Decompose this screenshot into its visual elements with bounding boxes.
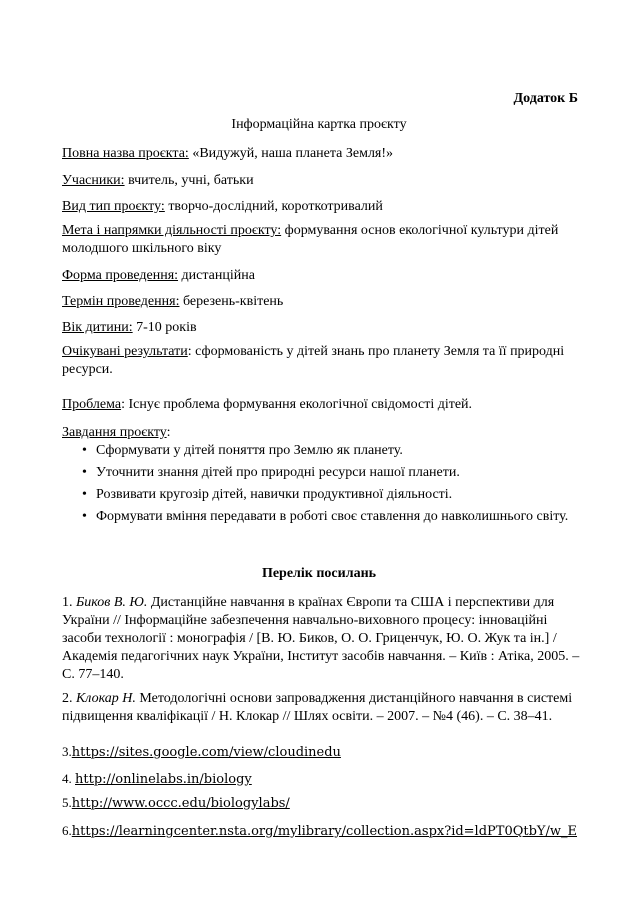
field-results — [62, 343, 582, 379]
reference-number: 4. — [62, 771, 75, 786]
field-form — [62, 267, 582, 285]
field-label: Вік дитини: — [62, 320, 133, 335]
list-item: • Розвивати кругозір дітей, навички продуктивної діяльності. — [82, 486, 582, 504]
reference-text: Дистанційне навчання в країнах Європи та США і перспективи для України // Інформаційне забезпечення навчально-виховного процесу: інноваційні засоби технології : монографія / [В. Ю. Биков, О. О. Гриценчук, Ю. О. Жук та ін.] / Академія педагогічних наук України, Інститут засобів навчання. – Київ : Атіка, 2005. – С. 77–140. — [62, 595, 580, 682]
reference-number: 2. — [62, 691, 76, 706]
field-label: Очікувані результати — [62, 344, 188, 359]
field-value: : Існує проблема формування екологічної свідомості дітей. — [121, 397, 473, 412]
tasks-heading — [62, 424, 582, 442]
appendix-label: Додаток Б — [513, 91, 578, 106]
card-title: Інформаційна картка проєкту — [231, 117, 407, 132]
reference-4 — [62, 771, 252, 787]
tasks-list — [82, 442, 582, 526]
reference-5 — [62, 795, 290, 811]
reference-1 — [62, 594, 582, 684]
list-item: • Формувати вміння передавати в роботі своє ставлення до навколишнього світу. — [82, 508, 582, 526]
field-value: березень-квітень — [179, 294, 284, 309]
field-label: Форма проведення: — [62, 268, 179, 283]
list-item: • Уточнити знання дітей про природні ресурси нашої планети. — [82, 464, 582, 482]
reference-link[interactable]: http://www.occc.edu/biologylabs/ — [71, 796, 290, 811]
reference-text: Методологічні основи запровадження дистанційного навчання в системі підвищення кваліфікації / Н. Клокар // Шлях освіти. – 2007. – №4 (46). – С. 38–41. — [62, 691, 573, 724]
reference-number: 3. — [62, 744, 72, 759]
field-label: Мета і напрямки діяльності проєкту: — [62, 223, 282, 238]
field-problem — [62, 396, 582, 414]
field-label: Повна назва проєкта: — [62, 146, 189, 161]
field-value: 7-10 років — [132, 320, 197, 335]
reference-3 — [62, 744, 341, 760]
reference-author: Биков В. Ю. — [76, 595, 148, 610]
reference-number: 5. — [62, 795, 72, 810]
list-item: • Сформувати у дітей поняття про Землю як планету. — [82, 442, 582, 460]
field-full-name — [62, 145, 582, 163]
reference-number: 1. — [62, 595, 76, 610]
field-value: творчо-дослідний, короткотривалий — [164, 199, 383, 214]
field-participants — [62, 172, 582, 190]
reference-author: Клокар Н. — [76, 691, 136, 706]
field-label: Учасники: — [62, 173, 125, 188]
field-value: вчитель, учні, батьки — [124, 173, 254, 188]
reference-link[interactable]: https://learningcenter.nsta.org/mylibrary/collection.aspx?id=ldPT0QtbY/w_E — [71, 824, 578, 839]
field-goal — [62, 222, 582, 258]
references-title: Перелік посилань — [261, 566, 377, 581]
tasks-label: Завдання проєкту — [62, 425, 167, 440]
field-value: «Видужуй, наша планета Земля!» — [188, 146, 394, 161]
reference-link[interactable]: http://onlinelabs.in/biology — [75, 772, 252, 787]
reference-number: 6. — [62, 823, 72, 838]
field-label: Вид тип проєкту: — [62, 199, 165, 214]
reference-6 — [62, 823, 577, 839]
field-value: формування основ екологічної культури дітей молодшого шкільного віку — [62, 223, 559, 256]
field-type — [62, 198, 582, 216]
field-label: Проблема — [62, 397, 122, 412]
reference-2 — [62, 690, 582, 726]
reference-link[interactable]: https://sites.google.com/view/cloudinedu — [71, 745, 341, 760]
tasks-colon: : — [166, 425, 171, 440]
field-term — [62, 293, 582, 311]
field-label: Термін проведення: — [62, 294, 180, 309]
field-value: : сформованість у дітей знань про планету Земля та її природні ресурси. — [62, 344, 565, 377]
field-value: дистанційна — [178, 268, 255, 283]
field-age — [62, 319, 582, 337]
